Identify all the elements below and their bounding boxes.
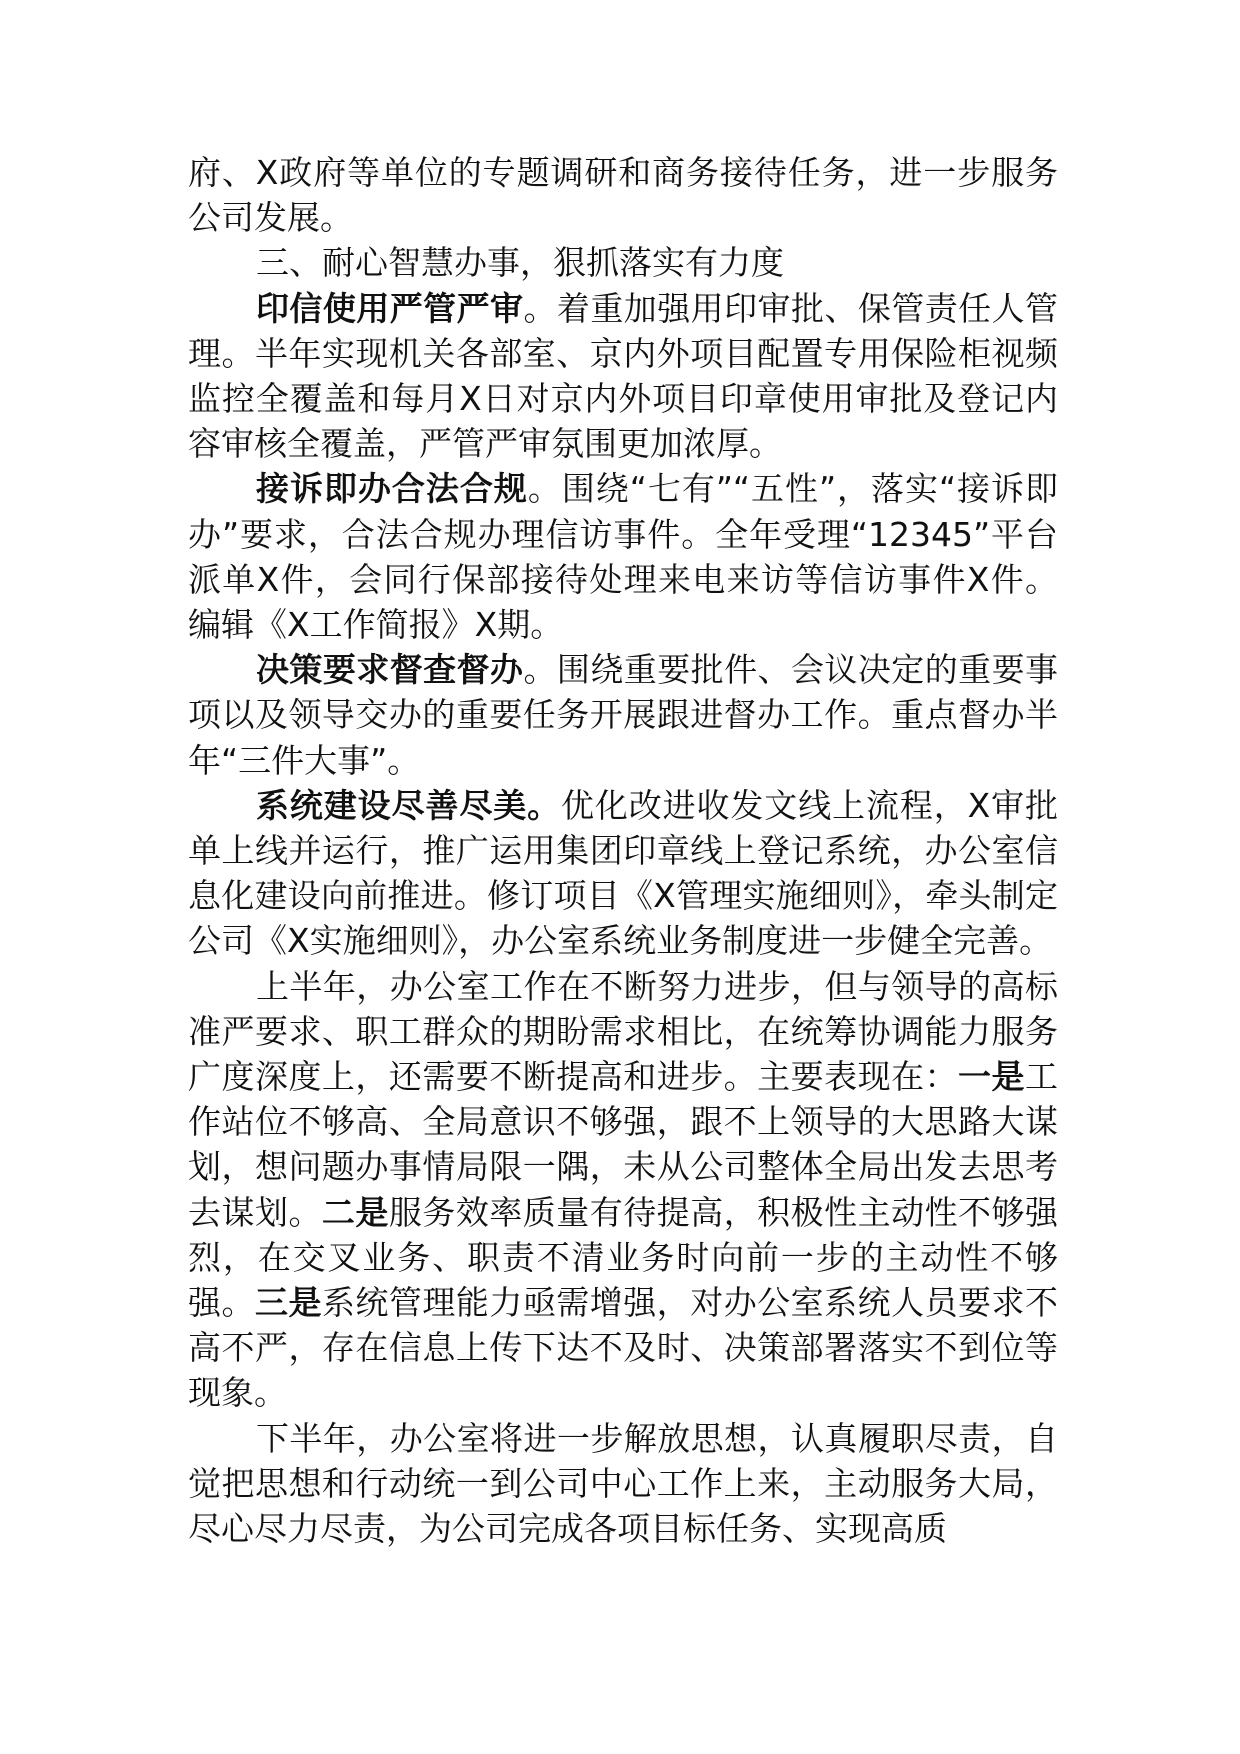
paragraph-text: 下半年，办公室将进一步解放思想，认真履职尽责，自觉把思想和行动统一到公司中心工作上来，主动服务大局，尽心尽力尽责，为公司完成各项目标任务、实现高质 xyxy=(188,1418,1058,1549)
paragraph-supervision xyxy=(188,647,1058,783)
paragraph-lead-bold: 系统建设尽善尽美。 xyxy=(256,785,561,825)
paragraph-text: 府、X政府等单位的专题调研和商务接待任务，进一步服务公司发展。 xyxy=(188,153,1058,238)
paragraph-complaint-handling xyxy=(188,466,1058,647)
paragraph-continuation xyxy=(188,150,1058,240)
section-heading xyxy=(188,240,1058,285)
paragraph-lead-bold: 接诉即办合法合规 xyxy=(256,469,528,509)
point-three-text: 系统管理能力亟需增强，对办公室系统人员要求不高不严，存在信息上传下达不及时、决策部署落实不到位等现象。 xyxy=(188,1283,1059,1413)
paragraph-shortcomings xyxy=(188,964,1058,1416)
paragraph-text: 。着重加强用印审批、保管责任人管理。半年实现机关各部室、京内外项目配置专用保险柜视频监控全覆盖和每月X日对京内外项目印章使用审批及登记内容审核全覆盖，严管严审氛围更加浓厚。 xyxy=(188,288,1059,464)
point-three-label: 三是 xyxy=(254,1283,322,1323)
paragraph-second-half-plan xyxy=(188,1416,1058,1552)
paragraph-lead-bold: 印信使用严管严审 xyxy=(256,288,524,328)
point-one-text: 工作站位不够高、全局意识不够强，跟不上领导的大思路大谋划，想问题办事情局限一隅，未从公司整体全局出发去思考去谋划。 xyxy=(188,1057,1059,1232)
paragraph-system-building xyxy=(188,783,1058,964)
paragraph-text: 优化改进收发文线上流程，X审批单上线并运行，推广运用集团印章线上登记系统，办公室信息化建设向前推进。修订项目《X管理实施细则》，牵头制定公司《X实施细则》，办公室系统业务制度进一步健全完善。 xyxy=(188,785,1059,961)
paragraph-intro-text: 上半年，办公室工作在不断努力进步，但与领导的高标准严要求、职工群众的期盼需求相比，在统筹协调能力服务广度深度上，还需要不断提高和进步。主要表现在： xyxy=(188,966,1058,1097)
point-two-text: 服务效率质量有待提高，积极性主动性不够强烈，在交叉业务、职责不清业务时向前一步的主动性不够强。 xyxy=(188,1192,1059,1323)
document-page xyxy=(188,150,1058,1551)
point-one-label: 一是 xyxy=(958,1057,1026,1097)
paragraph-lead-bold: 决策要求督查督办 xyxy=(256,650,524,690)
section-heading-text: 三、耐心智慧办事，狠抓落实有力度 xyxy=(256,243,784,283)
point-two-label: 二是 xyxy=(321,1192,389,1232)
paragraph-seal-management xyxy=(188,286,1058,467)
paragraph-text: 。围绕重要批件、会议决定的重要事项以及领导交办的重要任务开展跟进督办工作。重点督办半年“三件大事”。 xyxy=(188,650,1059,780)
paragraph-text: 。围绕“七有”“五性”，落实“接诉即办”要求，合法合规办理信访事件。全年受理“12345”平台派单X件，会同行保部接待处理来电来访等信访事件X件。编辑《X工作简报》X期。 xyxy=(188,469,1059,645)
